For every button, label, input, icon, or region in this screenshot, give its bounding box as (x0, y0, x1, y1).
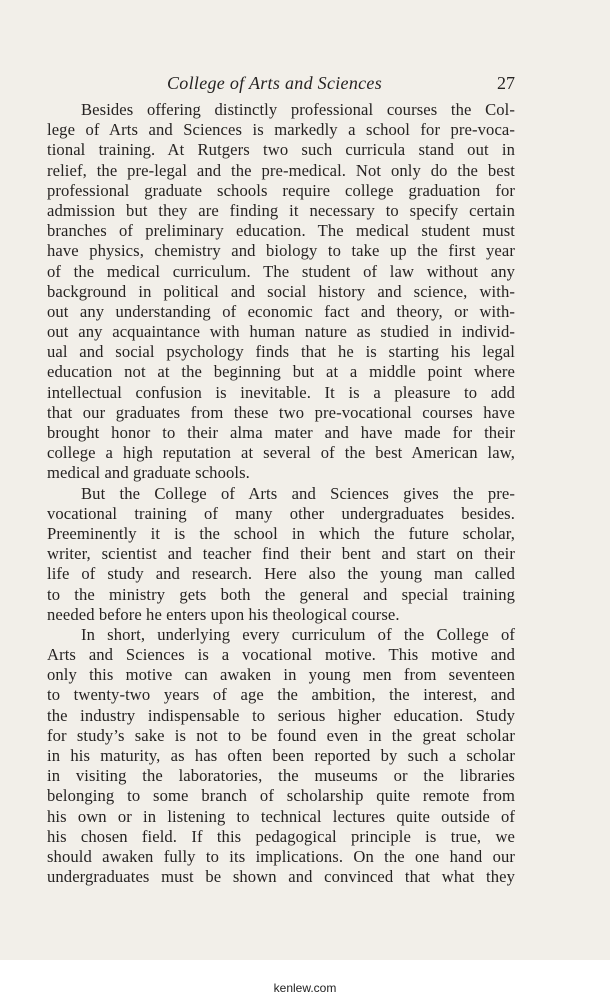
text-line: that our graduates from these two pre-vocational courses have (47, 402, 515, 422)
text-line: professional graduate schools require college graduation for (47, 180, 515, 200)
text-line: his own or in listening to technical lectures quite outside of (47, 806, 515, 826)
text-line: life of study and research. Here also the young man called (47, 564, 515, 584)
text-line: Besides offering distinctly professional courses the Col- (81, 100, 515, 119)
text-line: relief, the pre-legal and the pre-medical. Not only do the best (47, 160, 515, 180)
text-line: to the ministry gets both the general and special training (47, 584, 515, 604)
page-number: 27 (497, 73, 515, 93)
text-line: In short, underlying every curriculum of the College of (81, 624, 515, 644)
text-line: intellectual confusion is inevitable. It is a pleasure to add (47, 382, 515, 402)
text-line: belonging to some branch of scholarship quite remote from (47, 786, 515, 806)
text-line: But the College of Arts and Sciences gives the pre- (81, 483, 515, 503)
text-line: should awaken fully to its implications. On the one hand our (47, 846, 515, 866)
text-line: to twenty-two years of age the ambition, the interest, and (47, 685, 515, 705)
text-line: needed before he enters upon his theological course. (47, 604, 400, 624)
text-line: have physics, chemistry and biology to take up the first year (47, 241, 515, 261)
text-line: college a high reputation at several of the best American law, (47, 443, 515, 463)
text-line: in visiting the laboratories, the museums or the libraries (47, 766, 515, 786)
text-line: of the medical curriculum. The student of law without any (47, 261, 515, 281)
text-line: Arts and Sciences is a vocational motive. This motive and (47, 645, 515, 665)
paragraph (47, 100, 515, 484)
text-line: the industry indispensable to serious higher education. Study (47, 705, 515, 725)
text-line: ual and social psychology finds that he is starting his legal (47, 342, 515, 362)
text-line: tional training. At Rutgers two such curricula stand out in (47, 140, 515, 160)
text-line: out any understanding of economic fact and theory, or with- (47, 301, 515, 321)
text-line: vocational training of many other undergraduates besides. (47, 503, 515, 523)
text-line: branches of preliminary education. The medical student must (47, 221, 515, 241)
text-line: medical and graduate schools. (47, 463, 250, 483)
watermark-text: kenlew.com (273, 981, 337, 995)
text-line: out any acquaintance with human nature as studied in individ- (47, 322, 515, 342)
text-line: in his maturity, as has often been reported by such a scholar (47, 746, 515, 765)
text-line: education not at the beginning but at a middle point where (47, 362, 515, 382)
paragraph (47, 484, 515, 625)
text-line: brought honor to their alma mater and have made for their (47, 423, 515, 442)
text-line: Preeminently it is the school in which the future scholar, (47, 523, 515, 543)
running-head (47, 73, 515, 97)
text-line: background in political and social history and science, with- (47, 281, 515, 301)
text-line: admission but they are finding it necessary to specify certain (47, 200, 515, 220)
paragraph (47, 625, 515, 887)
body-text (47, 100, 515, 887)
text-line: lege of Arts and Sciences is markedly a school for pre-voca- (47, 120, 515, 140)
running-title: College of Arts and Sciences (167, 73, 383, 93)
text-line: his chosen field. If this pedagogical principle is true, we (47, 826, 515, 846)
text-line: for study’s sake is not to be found even in the great scholar (47, 725, 515, 745)
text-line: undergraduates must be shown and convinced that what they (47, 867, 515, 887)
text-line: writer, scientist and teacher find their bent and start on their (47, 544, 515, 564)
text-line: only this motive can awaken in young men from seventeen (47, 665, 515, 685)
